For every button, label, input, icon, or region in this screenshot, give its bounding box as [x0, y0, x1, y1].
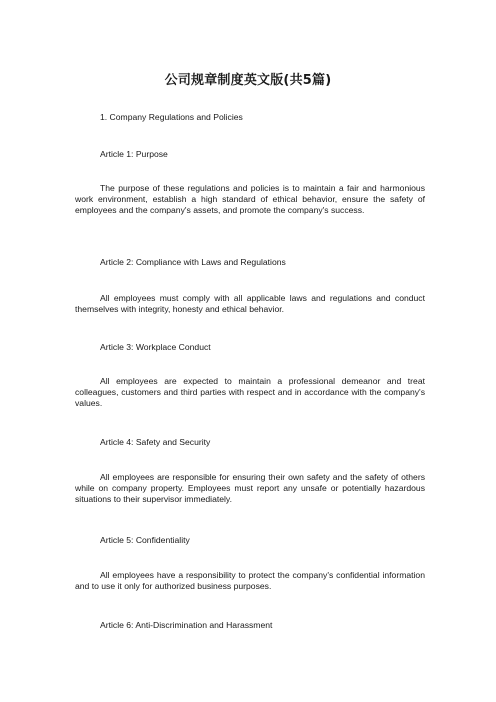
- article-1-text: The purpose of these regulations and policies is to maintain a fair and harmonious work environment, establish a high standard of ethical behavior, ensure the safety of employees and the company's assets, and promote the company's success.: [75, 183, 425, 215]
- article-5-text: All employees have a responsibility to protect the company's confidential information and to use it only for authorized business purposes.: [75, 570, 425, 591]
- document-title: 公司规章制度英文版(共5篇): [164, 73, 332, 88]
- article-2-text: All employees must comply with all applicable laws and regulations and conduct themselves with integrity, honesty and ethical behavior.: [75, 293, 425, 314]
- section-heading: 1. Company Regulations and Policies: [100, 112, 243, 122]
- article-5-heading: Article 5: Confidentiality: [100, 535, 190, 545]
- article-2-heading: Article 2: Compliance with Laws and Regulations: [100, 257, 286, 267]
- article-1-heading: Article 1: Purpose: [100, 149, 168, 159]
- article-3-heading: Article 3: Workplace Conduct: [100, 342, 211, 352]
- article-6-heading: Article 6: Anti-Discrimination and Harassment: [100, 620, 273, 630]
- article-3-text: All employees are expected to maintain a professional demeanor and treat colleagues, customers and third parties with respect and in accordance with the company's values.: [75, 376, 425, 408]
- article-4-heading: Article 4: Safety and Security: [100, 437, 211, 447]
- article-4-text: All employees are responsible for ensuring their own safety and the safety of others while on company property. Employees must report any unsafe or potentially hazardous situations to their supervisor immediately.: [75, 472, 425, 504]
